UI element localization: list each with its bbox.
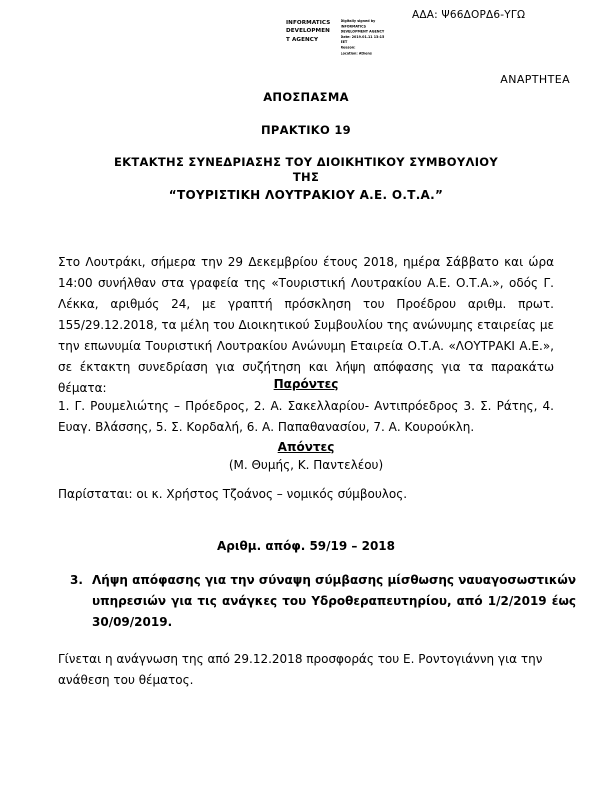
title-of: ΤΗΣ xyxy=(292,170,320,184)
signature-logo-line-1: INFORMATICS xyxy=(286,20,331,26)
signature-detail-line-5: EET xyxy=(340,40,348,45)
posting-note: ΑΝΑΡΤΗΤΕΑ xyxy=(500,73,570,86)
intro-paragraph: Στο Λουτράκι, σήμερα την 29 Δεκεμβρίου έτους 2018, ημέρα Σάββατο και ώρα 14:00 συνήλθαν στα γραφεία της «Τουριστική Λουτρακίου Α.Ε. Ο.Τ.Α.», οδός Γ. Λέκκα, αριθμός 24, με γραπτή πρόσκληση του Προέδρου αριθμ. πρωτ. 155/29.12.2018, τα μέλη του Διοικητικού Συμβουλίου της ανώνυμης εταιρείας με την επωνυμία Τουριστική Λουτρακίου Ανώνυμη Εταιρεία Ο.Τ.Α. «ΛΟΥΤΡΑΚΙ Α.Ε.», σε έκτακτη συνεδρίαση για συζήτηση και λήψη απόφασης για τα παρακάτω θέματα: xyxy=(58,255,554,395)
absent-heading: Απόντες xyxy=(277,440,335,454)
signature-logo-line-2: DEVELOPMEN xyxy=(286,28,330,35)
decision-number: Αριθμ. απόφ. 59/19 – 2018 xyxy=(216,539,395,553)
signature-detail-line-4: Date: 2019.01.11 13:15 xyxy=(340,35,385,40)
title-session: ΕΚΤΑΚΤΗΣ ΣΥΝΕΔΡΙΑΣΗΣ ΤΟΥ ΔΙΟΙΚΗΤΙΚΟΥ ΣΥΜΒΟΥΛΙΟΥ xyxy=(113,155,498,169)
signature-logo-line-3: T AGENCY xyxy=(286,36,319,43)
topic-number: 3. xyxy=(70,573,83,587)
title-company: “ΤΟΥΡΙΣΤΙΚΗ ΛΟΥΤΡΑΚΙΟΥ Α.Ε. Ο.Τ.Α.” xyxy=(168,188,444,202)
signature-details-text xyxy=(341,19,393,56)
signature-logo-text xyxy=(286,19,338,44)
title-minutes: ΠΡΑΚΤΙΚΟ 19 xyxy=(261,123,351,137)
signature-detail-line-1: Digitally signed by xyxy=(340,19,376,24)
present-members-list: 1. Γ. Ρουμελιώτης – Πρόεδρος, 2. Α. Σακελλαρίου- Αντιπρόεδρος 3. Σ. Ράτης, 4. Ευαγ. Βλάσσης, 5. Σ. Κορδαλή, 6. Α. Παπαθανασίου, 7. Α. Κουρούκλη. xyxy=(58,399,554,434)
closing-paragraph: Γίνεται η ανάγνωση της από 29.12.2018 προσφοράς του Ε. Ροντογιάννη για την ανάθεση του θέματος. xyxy=(58,652,543,687)
ada-code: ΑΔΑ: Ψ66ΔΟΡΔ6-ΥΓΩ xyxy=(412,9,526,21)
attending-line: Παρίσταται: οι κ. Χρήστος Τζοάνος – νομικός σύμβουλος. xyxy=(58,487,408,501)
signature-detail-line-6: Reason: xyxy=(340,45,356,50)
signature-detail-line-7: Location: Athens xyxy=(340,51,372,56)
digital-signature-stamp xyxy=(286,19,392,61)
signature-detail-line-2: INFORMATICS xyxy=(340,24,366,29)
topic-item xyxy=(70,570,576,633)
present-heading: Παρόντες xyxy=(273,377,339,391)
title-excerpt: ΑΠΟΣΠΑΣΜΑ xyxy=(263,90,349,104)
absent-members-list: (Μ. Θυμής, Κ. Παντελέου) xyxy=(228,458,384,472)
topic-text: Λήψη απόφασης για την σύναψη σύμβασης μίσθωσης ναυαγοσωστικών υπηρεσιών για τις ανάγκες του Υδροθεραπευτηρίου, από 1/2/2019 έως 30/09/2019. xyxy=(92,573,576,629)
signature-detail-line-3: DEVELOPMENT AGENCY xyxy=(340,29,385,34)
